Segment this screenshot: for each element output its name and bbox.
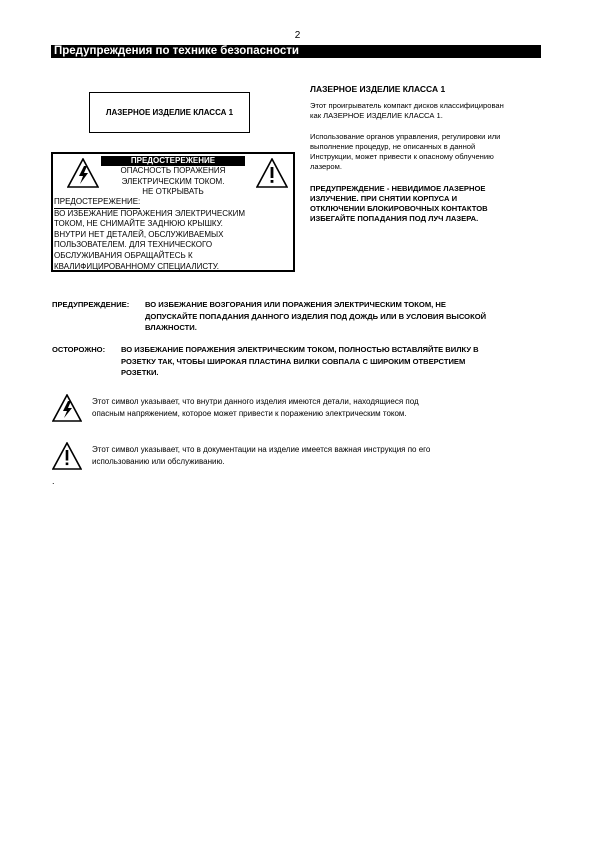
plug-caution: [52, 344, 562, 380]
description-line: Этот символ указывает, что в документации на изделие имеется важная инструкция по его: [92, 445, 431, 454]
symbol-description: [92, 396, 532, 419]
caution-text: [121, 344, 561, 379]
caution-warning-line: ОБСЛУЖИВАНИЯ ОБРАЩАЙТЕСЬ К: [54, 250, 193, 260]
paragraph-line: Использование органов управления, регулировки или: [310, 132, 501, 141]
caution-line: РОЗЕТКУ ТАК, ЧТОБЫ ШИРОКАЯ ПЛАСТИНА ВИЛКИ СОВПАЛА С ШИРОКИМ ОТВЕРСТИЕМ: [121, 356, 466, 366]
caution-subtext-line: ЭЛЕКТРИЧЕСКИМ ТОКОМ.: [121, 176, 225, 186]
paragraph-line: ИЗЛУЧЕНИЕ. ПРИ СНЯТИИ КОРПУСА И: [310, 194, 458, 203]
description-line: опасным напряжением, которое может привести к поражению электрическим током.: [92, 408, 407, 418]
page-number: 2: [294, 30, 301, 41]
caution-label: ОСТОРОЖНО:: [52, 345, 106, 354]
laser-class-label-text: ЛАЗЕРНОЕ ИЗДЕЛИЕ КЛАССА 1: [105, 108, 234, 117]
caution-subtext-line: ОПАСНОСТЬ ПОРАЖЕНИЯ: [120, 166, 226, 175]
exclamation-symbol-explanation: [52, 442, 552, 472]
section-title: Предупреждения по технике безопасности: [51, 45, 541, 58]
caution-warning-line: ВО ИЗБЕЖАНИЕ ПОРАЖЕНИЯ ЭЛЕКТРИЧЕСКИМ: [54, 208, 246, 218]
caution-label-box: [51, 152, 295, 272]
exclamation-triangle-icon: [256, 158, 288, 188]
warning-text: [145, 299, 565, 334]
paragraph-line: ОТКЛЮЧЕНИИ БЛОКИРОВОЧНЫХ КОНТАКТОВ: [310, 204, 488, 213]
laser-classification-paragraph: [310, 101, 550, 121]
warning-line: ВО ИЗБЕЖАНИЕ ВОЗГОРАНИЯ ИЛИ ПОРАЖЕНИЯ ЭЛЕКТРИЧЕСКИМ ТОКОМ, НЕ: [145, 300, 446, 309]
warning-label: ПРЕДУПРЕЖДЕНИЕ:: [52, 300, 130, 309]
caution-subtext-line: НЕ ОТКРЫВАТЬ: [142, 187, 204, 196]
caution-warning-title: ПРЕДОСТЕРЕЖЕНИЕ:: [54, 197, 294, 209]
controls-warning-paragraph: [310, 132, 550, 172]
paragraph-line: ПРЕДУПРЕЖДЕНИЕ - НЕВИДИМОЕ ЛАЗЕРНОЕ: [310, 184, 486, 193]
caution-warning-line: ПОЛЬЗОВАТЕЛЕМ. ДЛЯ ТЕХНИЧЕСКОГО: [54, 240, 213, 250]
exclamation-triangle-icon: [52, 442, 82, 470]
caution-line: РОЗЕТКИ.: [121, 368, 159, 377]
symbol-description: [92, 444, 532, 467]
paragraph-line: как ЛАЗЕРНОЕ ИЗДЕЛИЕ КЛАССА 1.: [310, 111, 443, 120]
caution-header: ПРЕДОСТЕРЕЖЕНИЕ: [101, 156, 245, 166]
lightning-triangle-icon: [52, 394, 82, 422]
warning-line: ДОПУСКАЙТЕ ПОПАДАНИЯ ДАННОГО ИЗДЕЛИЯ ПОД ДОЖДЬ ИЛИ В УСЛОВИЯ ВЫСОКОЙ: [145, 311, 487, 321]
lightning-triangle-icon: [67, 158, 99, 188]
caution-subtext: [101, 166, 245, 198]
paragraph-line: Этот проигрыватель компакт дисков классифицирован: [310, 101, 504, 110]
paragraph-line: выполнение процедур, не описанных в данной: [310, 142, 476, 151]
caution-label-top: [53, 154, 293, 200]
caution-warning-line: КВАЛИФИЦИРОВАННОМУ СПЕЦИАЛИСТУ.: [54, 261, 219, 271]
invisible-laser-warning: [310, 184, 550, 224]
paragraph-line: лазером.: [310, 162, 342, 171]
caution-line: ВО ИЗБЕЖАНИЕ ПОРАЖЕНИЯ ЭЛЕКТРИЧЕСКИМ ТОКОМ, ПОЛНОСТЬЮ ВСТАВЛЯЙТЕ ВИЛКУ В: [121, 345, 479, 354]
paragraph-line: Инструкции, может привести к опасному облучению: [310, 152, 494, 161]
warning-line: ВЛАЖНОСТИ.: [145, 323, 197, 332]
caution-warning-text: [53, 197, 294, 272]
caution-warning-line: ТОКОМ, НЕ СНИМАЙТЕ ЗАДНЮЮ КРЫШКУ.: [54, 219, 223, 229]
fire-shock-warning: [52, 299, 562, 335]
lightning-symbol-explanation: [52, 394, 552, 424]
description-line: использованию или обслуживанию.: [92, 456, 225, 466]
caution-warning-line: ВНУТРИ НЕТ ДЕТАЛЕЙ, ОБСЛУЖИВАЕМЫХ: [54, 229, 224, 239]
paragraph-line: ИЗБЕГАЙТЕ ПОПАДАНИЯ ПОД ЛУЧ ЛАЗЕРА.: [310, 214, 479, 223]
description-line: Этот символ указывает, что внутри данного изделия имеются детали, находящиеся под: [92, 397, 419, 406]
laser-class-label-box: [89, 92, 250, 133]
laser-product-title: ЛАЗЕРНОЕ ИЗДЕЛИЕ КЛАССА 1: [310, 84, 446, 94]
trailing-mark: .: [52, 476, 55, 486]
